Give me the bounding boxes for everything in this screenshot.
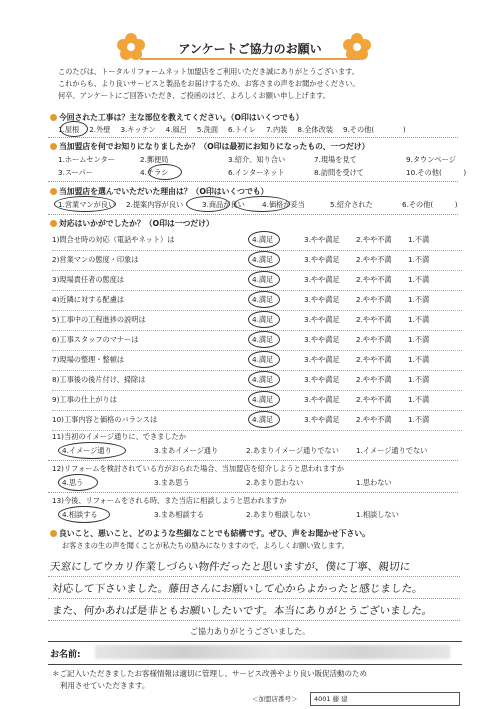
rating-option[interactable]: 3.やや満足 (304, 235, 340, 244)
store-number-value: 4001 藤 建 (314, 695, 348, 703)
answer-circle (248, 311, 280, 328)
rating-row-label: 4)近隣に対する配慮は (52, 295, 125, 304)
q2-option[interactable]: 10.その他( ) (406, 168, 467, 177)
q2-option[interactable]: 2.郵便局 (140, 155, 169, 164)
answer-circle (60, 121, 88, 137)
q3-option[interactable]: 5.紹介された (330, 200, 373, 209)
answer-circle (248, 331, 280, 348)
rating-option[interactable]: 4.満足 (252, 355, 274, 364)
store-number-label: ＜加盟店番号＞ (252, 695, 298, 703)
handwritten-comment-line: また、何かあれば是非ともお願いしたいです。本当にありがとうございました。 (51, 605, 434, 617)
rating-option[interactable]: 4.満足 (252, 335, 274, 344)
answer-circle (234, 196, 290, 212)
privacy-notice (52, 668, 462, 692)
rating-option[interactable]: 4.満足 (252, 315, 274, 324)
rating-option[interactable]: 2.やや不満 (356, 355, 392, 364)
rating-option[interactable]: 4.満足 (252, 275, 274, 284)
rating-option[interactable]: 2.やや不満 (356, 315, 392, 324)
q5-text: 良いこと、悪いこと、どのような些細なことでも結構です。ぜひ、声をお聞かせ下さい。 (59, 529, 370, 538)
rating-option[interactable]: 3.やや満足 (304, 255, 340, 264)
q1-text: 今回された工事は？主な部位を教えてください。（O印はいくつでも） (59, 113, 304, 122)
q1-options (58, 125, 416, 135)
footer-line: 利用させていただきます。 (60, 681, 150, 690)
bullet-icon (50, 114, 57, 121)
q2-options-row2 (58, 168, 476, 178)
q2-option[interactable]: 9.タウンページ (406, 155, 456, 164)
q2-option[interactable]: 3.紹介、知り合い (228, 155, 286, 164)
q2-options-row1 (58, 155, 466, 165)
q11-option[interactable]: 2.あまりイメージ通りでない (246, 446, 339, 455)
bullet-icon (50, 188, 57, 195)
q13-option[interactable]: 3.まあ相談する (154, 510, 204, 519)
bullet-icon (50, 530, 57, 537)
q1-option[interactable]: 8.全体改装 (297, 125, 333, 134)
rating-row-label: 10)工事内容と価格のバランスは (52, 415, 158, 424)
rating-option[interactable]: 1.不満 (408, 375, 430, 384)
q2-option[interactable]: 4.チラシ (140, 168, 169, 177)
q12-text: 12)リフォームを検討されている方がおられた場合、当加盟店を紹介しようと思われますか (52, 464, 344, 473)
rating-row-label: 1)問合せ時の対応（電話やネット）は (52, 235, 175, 244)
answer-circle (248, 291, 280, 308)
rating-option[interactable]: 3.やや満足 (304, 375, 340, 384)
rating-option[interactable]: 3.やや満足 (304, 355, 340, 364)
answer-circle (148, 164, 182, 180)
rating-row-label: 8)工事後の後片付け、掃除は (52, 375, 146, 384)
q2-option[interactable]: 7.現場を見て (314, 155, 357, 164)
divider (48, 137, 458, 138)
rating-option[interactable]: 2.やや不満 (356, 275, 392, 284)
thanks-text: ご協力ありがとうございました。 (190, 627, 310, 636)
q3-text: 当加盟店を選んでいただいた理由は？（O印はいくつでも） (59, 187, 269, 196)
q1-option[interactable]: 3.キッチン (120, 125, 156, 134)
q12-option[interactable]: 1.思わない (356, 478, 392, 487)
rating-option[interactable]: 1.不満 (408, 275, 430, 284)
rating-option[interactable]: 1.不満 (408, 355, 430, 364)
divider (48, 181, 458, 182)
rating-row-label: 7)現場の整理・整頓は (52, 355, 125, 364)
handwritten-comment-line: 対応して下さいました。藤田さんにお願いして心からよかったと感じました。 (51, 583, 424, 595)
q1-option[interactable]: 9.その他( ) (342, 125, 406, 134)
q3-option[interactable]: 6.その他( ) (402, 200, 458, 209)
rating-row-label: 9)工事の仕上がりは (52, 395, 117, 404)
answer-circle (248, 391, 280, 408)
answer-circle (248, 251, 280, 268)
q2-text: 当加盟店を何でお知りになりましたか？（O印は最初にお知りになったもの、一つだけ） (59, 142, 370, 151)
q5-question (50, 528, 370, 539)
footer-line: ＊ご記入いただきましたお客様情報は適切に管理し、サービス改善やより良い販促活動のため (52, 669, 367, 678)
rating-option[interactable]: 2.やや不満 (356, 375, 392, 384)
rating-option[interactable]: 3.やや満足 (304, 395, 340, 404)
q12-option[interactable]: 3.まあ思う (154, 478, 190, 487)
q3-option[interactable]: 1.営業マンが良い (58, 200, 116, 209)
rating-option[interactable]: 3.やや満足 (304, 335, 340, 344)
answer-circle (186, 196, 230, 212)
rating-row-label: 2)営業マンの態度・印象は (52, 255, 139, 264)
rating-option[interactable]: 4.満足 (252, 395, 274, 404)
q3-option[interactable]: 4.価格が妥当 (262, 200, 305, 209)
q13-option[interactable]: 1.相談しない (356, 510, 399, 519)
divider (48, 214, 458, 215)
page-title: アンケートご協力のお願い (178, 42, 322, 56)
rating-option[interactable]: 4.満足 (252, 255, 274, 264)
q13-options (62, 510, 448, 520)
q4-text: 対応はいかがでしたか？（O印は一つだけ） (59, 219, 214, 228)
intro-line: 何卒、アンケートにご回答いただき、ご投函のほど、よろしくお願い申し上げます。 (58, 91, 330, 100)
q12-options (62, 478, 448, 488)
q12-option[interactable]: 2.あまり思わない (246, 478, 304, 487)
q1-option[interactable]: 5.洗面 (196, 125, 219, 134)
q13-text: 13)今後、リフォームをされる時、また当店に相談しようと思われますか (52, 496, 287, 505)
rating-option[interactable]: 2.やや不満 (356, 295, 392, 304)
q1-option[interactable]: 7.内装 (266, 125, 288, 134)
q1-option[interactable]: 1.屋根 (58, 125, 80, 134)
intro-line: これからも、より良いサービスと製品をお届けするため、お客さまの声をお聞かせください。 (58, 79, 360, 88)
rating-option[interactable]: 4.満足 (252, 415, 274, 424)
q4-question (50, 218, 214, 229)
rating-option[interactable]: 2.やや不満 (356, 235, 392, 244)
rating-option[interactable]: 4.満足 (252, 235, 274, 244)
rating-option[interactable]: 3.やや満足 (304, 415, 340, 424)
rating-option[interactable]: 3.やや満足 (304, 275, 340, 284)
answer-circle (248, 371, 280, 388)
q13-option[interactable]: 4.相談する (62, 510, 98, 519)
answer-circle (58, 506, 110, 523)
q1-option[interactable]: 6.トイレ (228, 125, 257, 134)
rating-row-label: 5)工事中の工程進捗の説明は (52, 315, 146, 324)
answer-circle (248, 231, 280, 248)
intro-line: このたびは、トータルリフォームネット加盟店をご利用いただき誠にありがとうございます。 (58, 67, 359, 76)
answer-circle (248, 351, 280, 368)
intro-text (58, 66, 458, 102)
q2-question (50, 141, 369, 152)
rating-option[interactable]: 4.満足 (252, 375, 274, 384)
rating-option[interactable]: 2.やや不満 (356, 415, 392, 424)
q11-option[interactable]: 3.まあイメージ通り (154, 446, 219, 455)
q3-option[interactable]: 2.提案内容が良い (126, 200, 184, 209)
divider (48, 492, 458, 493)
q2-option[interactable]: 3.スーパー (58, 168, 93, 177)
handwritten-comment-line: 天窓にしてウカリ作業しづらい物件だったと思いますが、僕に丁寧、親切に (49, 561, 411, 573)
q1-option[interactable]: 2.外壁 (89, 125, 111, 134)
answer-circle (58, 442, 126, 459)
rating-row-label: 6)工事スタッフのマナーは (52, 335, 139, 344)
q5-subtext: お客さまの生の声を聞くことが私たちの励みになりますので、よろしくお願い致します。 (62, 541, 349, 550)
q11-option[interactable]: 1.イメージ通りでない (356, 446, 428, 455)
q1-question (50, 112, 303, 123)
q11-option[interactable]: 4.イメージ通り (62, 446, 112, 455)
name-field-redacted[interactable] (95, 645, 450, 659)
q11-text: 11)当初のイメージ通りに、できましたか (52, 432, 186, 441)
q2-option[interactable]: 8.訪問を受けて (314, 168, 364, 177)
rating-option[interactable]: 2.やや不満 (356, 395, 392, 404)
rating-option[interactable]: 3.やや満足 (304, 315, 340, 324)
rating-option[interactable]: 1.不満 (408, 415, 430, 424)
answer-circle (58, 474, 98, 491)
rating-option[interactable]: 1.不満 (408, 235, 430, 244)
bullet-icon (50, 143, 57, 150)
rating-option[interactable]: 1.不満 (408, 255, 430, 264)
rating-option[interactable]: 2.やや不満 (356, 255, 392, 264)
q13-option[interactable]: 2.あまり相談しない (246, 510, 311, 519)
answer-circle (248, 411, 280, 428)
q12-option[interactable]: 4.思う (62, 478, 84, 487)
q1-option[interactable]: 4.風呂 (165, 125, 187, 134)
name-label: お名前: (50, 650, 81, 660)
answer-circle (248, 271, 280, 288)
answer-circle (54, 196, 116, 212)
rating-option[interactable]: 1.不満 (408, 395, 430, 404)
rating-option[interactable]: 2.やや不満 (356, 335, 392, 344)
rating-option[interactable]: 1.不満 (408, 295, 430, 304)
rating-option[interactable]: 3.やや満足 (304, 295, 340, 304)
rating-row-label: 3)現場責任者の態度は (52, 275, 125, 284)
rating-option[interactable]: 4.満足 (252, 295, 274, 304)
q2-option[interactable]: 6.インターネット (228, 168, 285, 177)
q3-option[interactable]: 3.商品が良い (202, 200, 245, 209)
q2-option[interactable]: 1.ホームセンター (58, 155, 115, 164)
title-underline (140, 58, 360, 60)
rating-option[interactable]: 1.不満 (408, 335, 430, 344)
divider (48, 460, 458, 461)
bullet-icon (50, 220, 57, 227)
rating-option[interactable]: 1.不満 (408, 315, 430, 324)
